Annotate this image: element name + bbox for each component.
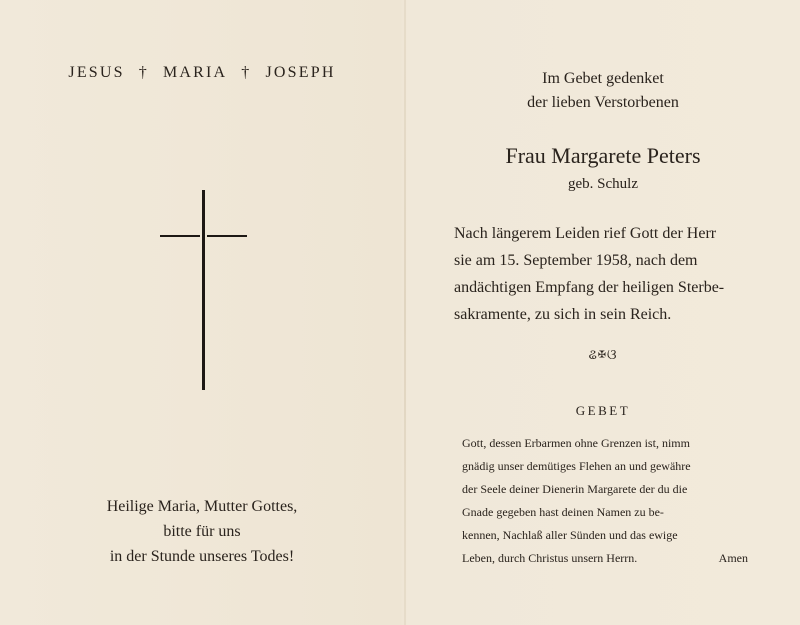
prayer-line: Gott, dessen Erbarmen ohne Grenzen ist, nimm [462, 436, 690, 450]
notice-line: Nach längerem Leiden rief Gott der Herr [454, 225, 717, 242]
intro-line: Im Gebet gedenket [542, 70, 664, 87]
intro-text [406, 67, 800, 115]
invocation-line: bitte für uns [163, 523, 241, 540]
prayer-amen: Amen [718, 551, 748, 565]
cross-right-arm [207, 235, 247, 237]
prayer-line: Leben, durch Christus unsern Herrn. [462, 551, 638, 565]
invocation-line: in der Stunde unseres Todes! [109, 548, 295, 565]
prayer-line: der Seele deiner Dienerin Margarete der du die [462, 482, 688, 496]
intro-line: der lieben Verstorbenen [527, 94, 679, 111]
prayer-last-line [462, 547, 748, 570]
notice-line: andächtigen Empfang der heiligen Sterbe- [454, 279, 725, 296]
invocation-line: Heilige Maria, Mutter Gottes, [106, 498, 298, 515]
prayer-line: Gnade gegeben hast deinen Namen zu be- [462, 505, 664, 519]
prayer-line: kennen, Nachlaß aller Sünden und das ewige [462, 528, 678, 542]
header-word-maria: MARIA [162, 64, 228, 81]
maiden-name: geb. Schulz [568, 176, 638, 192]
deceased-name: Frau Margarete Peters [505, 143, 701, 168]
prayer-title: GEBET [575, 403, 631, 418]
notice-line: sakramente, zu sich in sein Reich. [454, 306, 672, 323]
prayer-text [462, 432, 748, 570]
cross-left-arm [160, 235, 200, 237]
right-panel [406, 0, 800, 625]
cross-dagger-icon: † [138, 64, 149, 81]
header-word-joseph: JOSEPH [265, 64, 336, 81]
death-notice [454, 220, 754, 328]
prayer-line: gnädig unser demütiges Flehen an und gewähre [462, 459, 691, 473]
ornament-icon: ଌ✠ଓ [588, 348, 618, 363]
holy-family-header [0, 64, 404, 82]
marian-invocation [0, 494, 404, 569]
notice-line: sie am 15. September 1958, nach dem [454, 252, 698, 269]
cross-dagger-icon: † [241, 64, 252, 81]
header-word-jesus: JESUS [68, 64, 125, 81]
cross-vertical-bar [202, 190, 205, 390]
